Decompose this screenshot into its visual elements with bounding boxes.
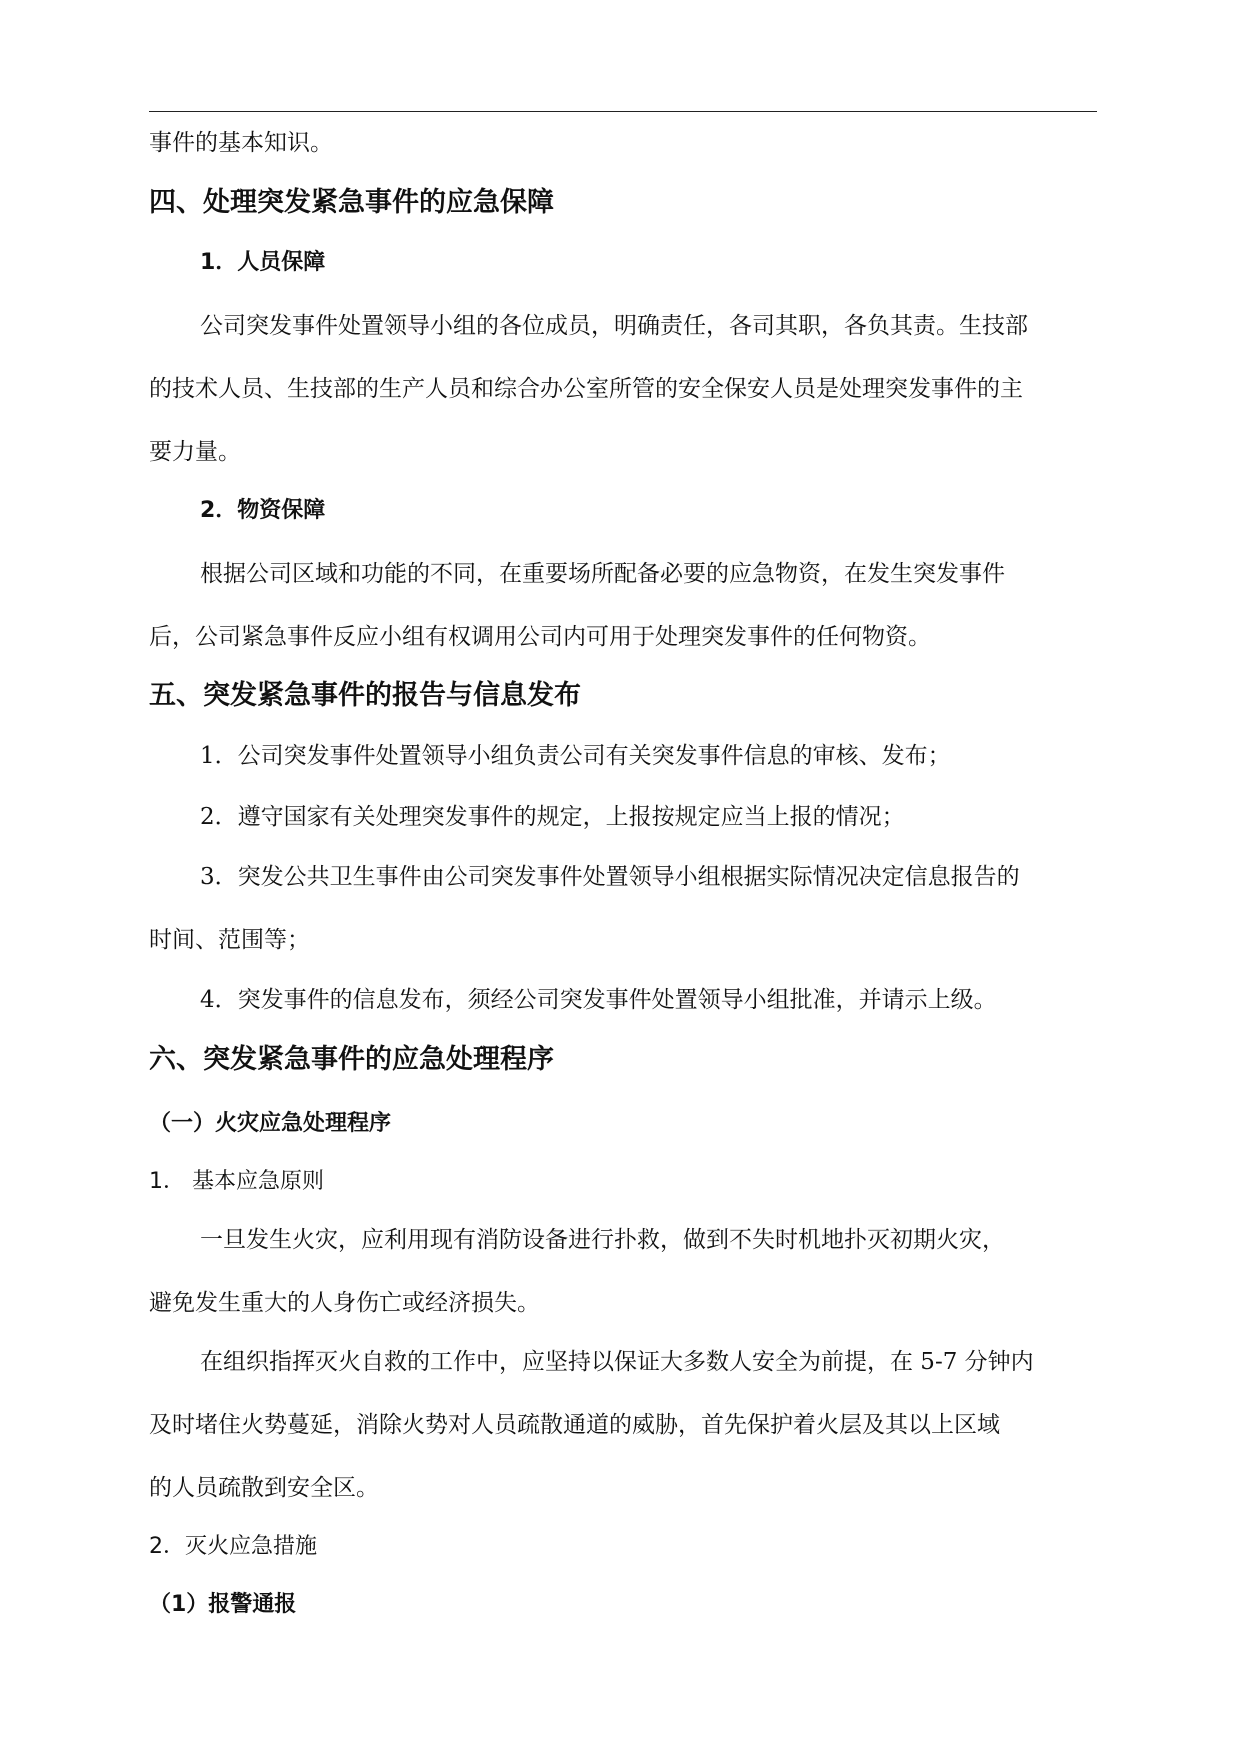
list-item: 3．突发公共卫生事件由公司突发事件处置领导小组根据实际情况决定信息报告的 xyxy=(200,864,1020,890)
paragraph-line: 的人员疏散到安全区。 xyxy=(149,1475,379,1501)
subsection-heading-principles: 1． 基本应急原则 xyxy=(149,1169,324,1194)
subsection-heading-materials: 2．物资保障 xyxy=(200,498,326,523)
paragraph-line: 后，公司紧急事件反应小组有权调用公司内可用于处理突发事件的任何物资。 xyxy=(149,624,931,650)
subsection-heading-alarm: （1）报警通报 xyxy=(149,1592,297,1617)
header-rule xyxy=(149,111,1097,112)
subsection-heading-fire: （一）火灾应急处理程序 xyxy=(149,1111,392,1136)
section-heading-6: 六、突发紧急事件的应急处理程序 xyxy=(149,1044,554,1075)
list-item: 4．突发事件的信息发布，须经公司突发事件处置领导小组批准，并请示上级。 xyxy=(200,987,997,1013)
paragraph-line: 的技术人员、生技部的生产人员和综合办公室所管的安全保安人员是处理突发事件的主 xyxy=(149,376,1023,402)
paragraph-line: 及时堵住火势蔓延，消除火势对人员疏散通道的威胁，首先保护着火层及其以上区域 xyxy=(149,1412,1000,1438)
paragraph-line: 在组织指挥灭火自救的工作中，应坚持以保证大多数人安全为前提，在 5-7 分钟内 xyxy=(200,1349,1034,1375)
paragraph-line: 一旦发生火灾，应利用现有消防设备进行扑救，做到不失时机地扑灭初期火灾， xyxy=(200,1227,1005,1253)
paragraph-line: 避免发生重大的人身伤亡或经济损失。 xyxy=(149,1290,540,1316)
paragraph-line: 要力量。 xyxy=(149,439,241,465)
section-heading-5: 五、突发紧急事件的报告与信息发布 xyxy=(149,680,581,711)
subsection-heading-measures: 2．灭火应急措施 xyxy=(149,1534,317,1559)
paragraph-line: 事件的基本知识。 xyxy=(149,130,333,156)
list-item: 1．公司突发事件处置领导小组负责公司有关突发事件信息的审核、发布； xyxy=(200,743,951,769)
paragraph-line: 时间、范围等； xyxy=(149,927,310,953)
list-item: 2．遵守国家有关处理突发事件的规定，上报按规定应当上报的情况； xyxy=(200,804,905,830)
paragraph-line: 根据公司区域和功能的不同，在重要场所配备必要的应急物资，在发生突发事件 xyxy=(200,561,1005,587)
subsection-heading-personnel: 1．人员保障 xyxy=(200,250,326,275)
section-heading-4: 四、处理突发紧急事件的应急保障 xyxy=(149,187,554,218)
paragraph-line: 公司突发事件处置领导小组的各位成员，明确责任，各司其职，各负其责。生技部 xyxy=(200,313,1028,339)
